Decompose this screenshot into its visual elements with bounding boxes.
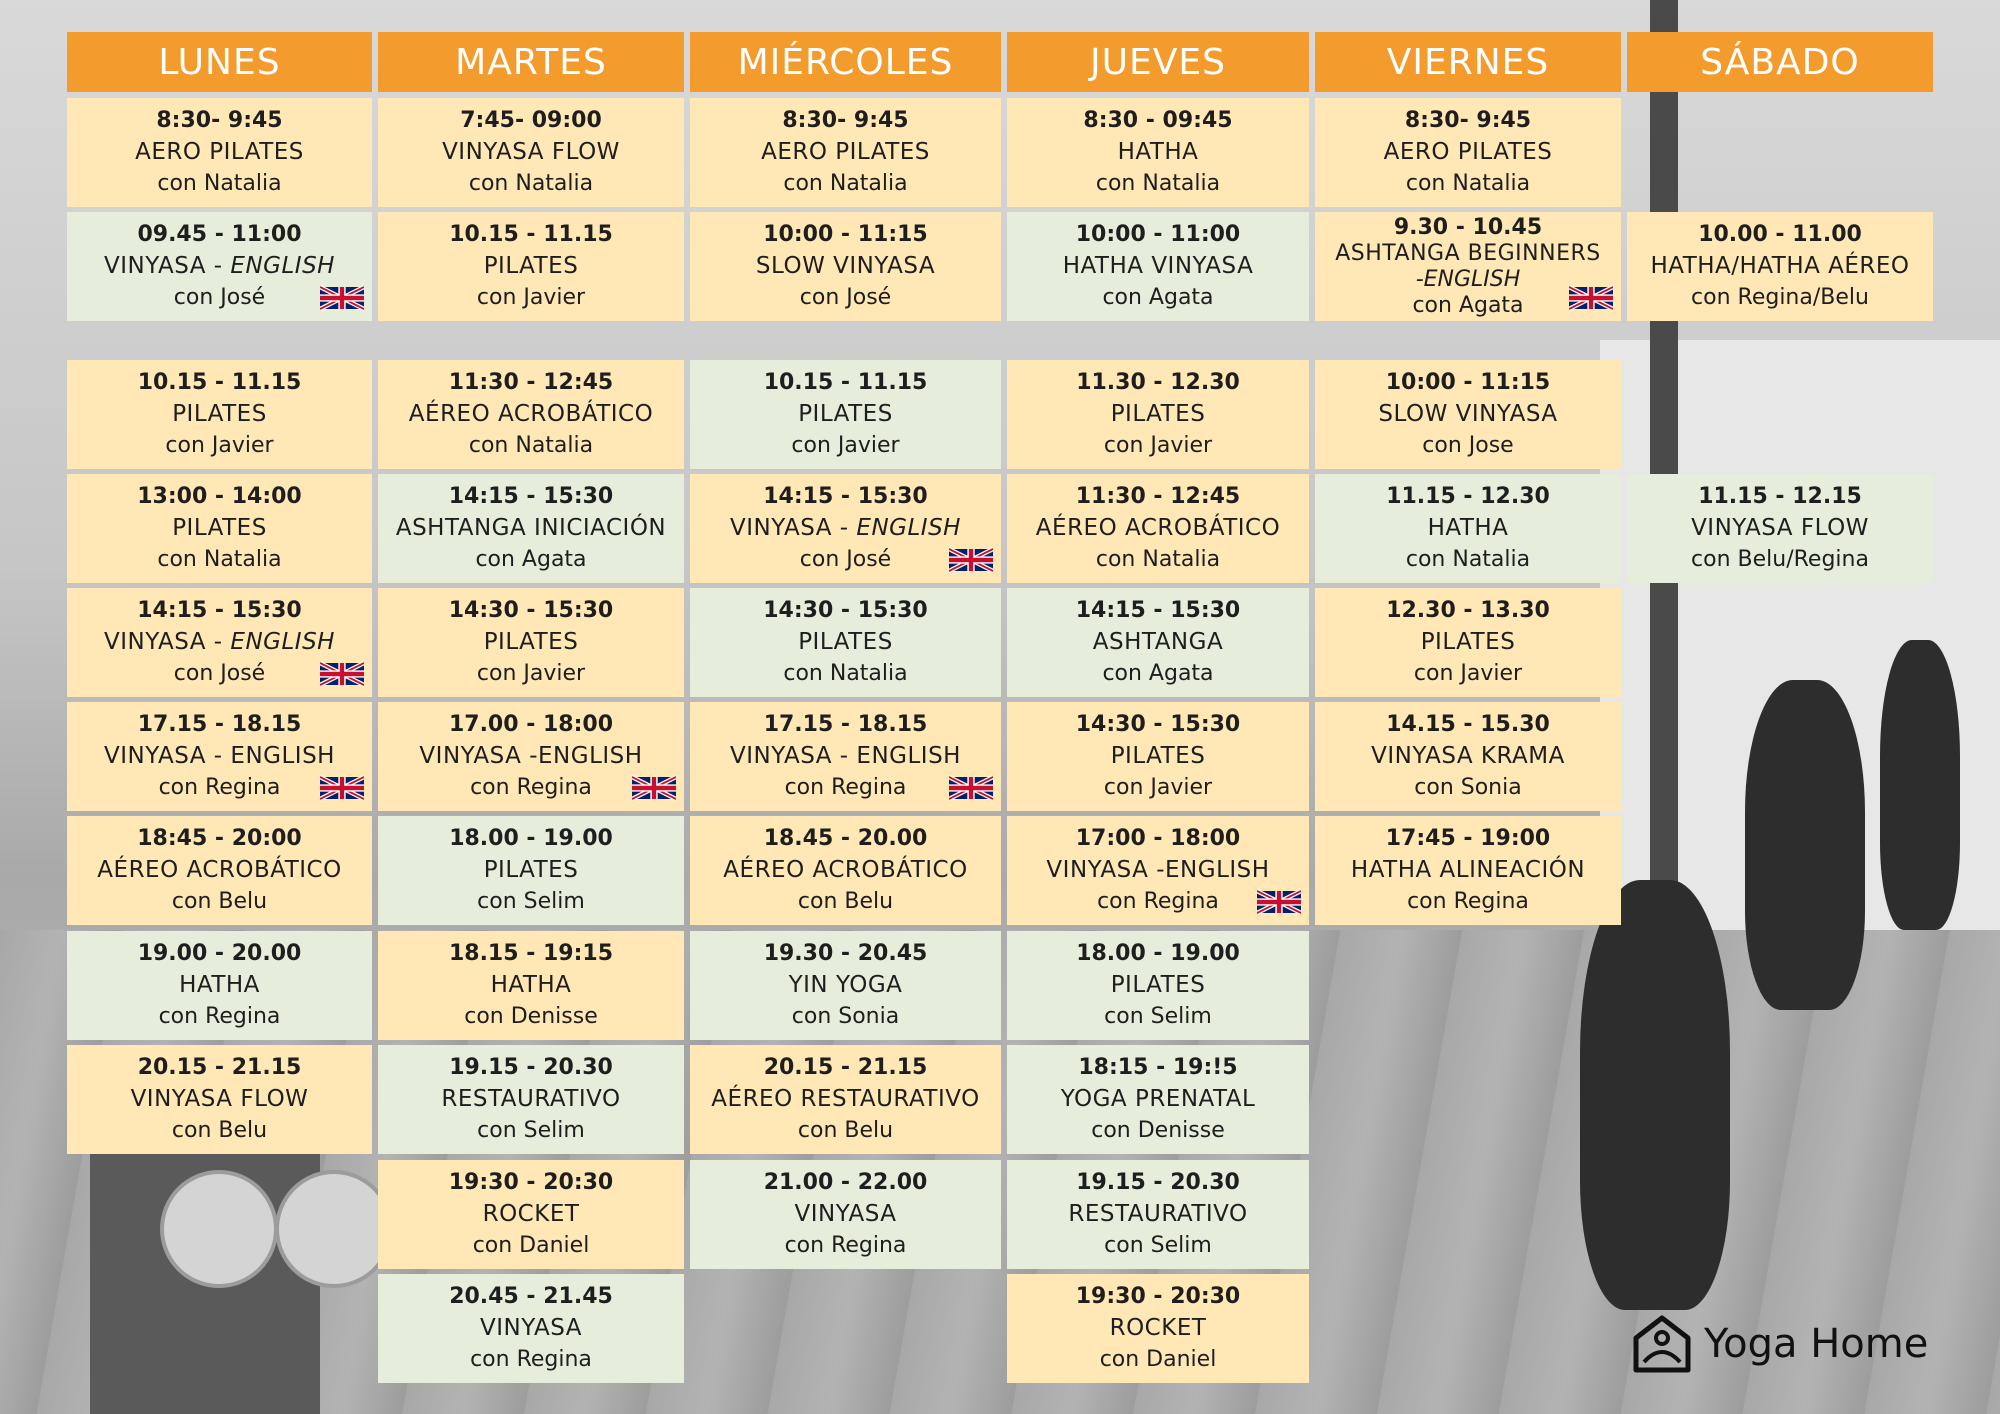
class-time: 11:30 - 12:45 [448,370,614,395]
class-slot [1627,474,1933,583]
class-name [795,1203,897,1226]
class-name-text: AÉREO ACROBÁTICO [1035,515,1281,541]
class-slot [378,474,684,583]
class-name [1378,403,1557,426]
class-name-text: AÉREO ACROBÁTICO [723,857,968,883]
class-instructor: con Jose [1422,433,1514,458]
class-instructor: con Natalia [1405,171,1531,196]
class-slot [378,212,684,321]
class-slot [378,816,684,925]
class-time: 10:00 - 11:00 [1075,222,1241,247]
class-slot [1007,360,1309,469]
class-time: 19:30 - 20:30 [1075,1284,1241,1309]
class-slot [1315,98,1621,207]
class-time: 10.00 - 11.00 [1698,222,1862,247]
class-instructor: con Selim [477,1118,585,1143]
class-time: 8:30- 9:45 [782,108,909,133]
class-slot [1007,1160,1309,1269]
class-slot [690,931,1001,1040]
class-name-text: HATHA [179,972,260,998]
class-name [1335,240,1601,266]
class-name [1111,745,1206,768]
background-cushion [160,1170,278,1288]
class-time: 17.15 - 18.15 [137,712,302,737]
class-name [798,403,893,426]
class-slot [1315,588,1621,697]
uk-flag-icon [320,775,364,801]
class-name-text: VINYASA KRAMA [1371,743,1565,769]
uk-flag-icon [632,775,676,801]
background-cushion [275,1170,393,1288]
class-slot [1007,816,1309,925]
class-time: 11:30 - 12:45 [1075,484,1241,509]
class-name [483,1203,580,1226]
class-name [484,255,579,278]
class-instructor: con Javier [1103,433,1213,458]
class-instructor: con Natalia [157,547,282,572]
class-time: 8:30- 9:45 [1404,108,1532,133]
class-instructor: con Javier [165,433,274,458]
class-name [1061,1088,1256,1111]
class-name [1691,517,1869,540]
lotus-house-icon [1630,1312,1694,1376]
class-instructor: con Regina [784,775,907,800]
uk-flag-icon [320,661,364,687]
class-time: 10.15 - 11.15 [137,370,302,395]
class-name-italic: ENGLISH [856,515,961,541]
class-time: 10:00 - 11:15 [1385,370,1551,395]
class-name [1384,141,1553,164]
class-time: 11.30 - 12.30 [1076,370,1240,395]
class-slot [378,360,684,469]
class-name [1421,631,1516,654]
class-instructor: con Natalia [1405,547,1531,572]
class-name-text: SLOW VINYASA [1378,401,1558,427]
class-instructor: con Daniel [472,1233,590,1258]
class-name-text: YOGA PRENATAL [1060,1086,1256,1112]
class-instructor: con Natalia [783,171,908,196]
class-instructor: con José [799,285,892,310]
class-name [1111,403,1206,426]
class-name [135,141,304,164]
class-name-text: VINYASA FLOW [130,1086,309,1112]
class-instructor: con José [173,661,266,686]
class-name [441,1088,620,1111]
class-name-text: ASHTANGA INICIACIÓN [395,515,667,541]
class-name-text: SLOW VINYASA [755,253,936,279]
class-name-text: PILATES [1110,401,1206,427]
class-slot [690,702,1001,811]
class-name-text: VINYASA -ENGLISH [419,743,643,769]
class-time: 20.45 - 21.45 [449,1284,613,1309]
class-instructor: con Regina [784,1233,907,1258]
class-time: 12.30 - 13.30 [1386,598,1550,623]
uk-flag-icon [1257,889,1301,915]
class-instructor: con Javier [476,661,586,686]
day-header: LUNES [67,32,372,92]
class-instructor: con Regina [1097,889,1219,914]
class-time: 18.45 - 20.00 [763,826,928,851]
class-name-text: ROCKET [1109,1315,1207,1341]
class-name-italic: ENGLISH [230,629,335,655]
class-name [756,255,935,278]
class-time: 10:00 - 11:15 [763,222,928,247]
class-slot [378,931,684,1040]
brand-name: Yoga Home [1704,1321,1929,1367]
class-instructor: con Agata [1102,661,1214,686]
class-instructor: con Regina [470,1347,592,1372]
class-name [1110,1317,1207,1340]
class-name-text: ROCKET [482,1201,580,1227]
class-instructor: con Natalia [783,661,908,686]
class-name-text: PILATES [483,629,579,655]
class-slot [1315,474,1621,583]
class-instructor: con Selim [1104,1004,1212,1029]
class-name-text: HATHA [1427,515,1509,541]
class-name [730,745,961,768]
class-instructor: con Javier [791,433,900,458]
class-name-text: VINYASA - ENGLISH [104,743,335,769]
class-instructor: con Regina [158,775,281,800]
class-name [179,974,260,997]
class-name-text: VINYASA - [104,629,231,655]
class-slot [690,98,1001,207]
class-time: 14:15 - 15:30 [448,484,614,509]
class-time: 17:45 - 19:00 [1385,826,1551,851]
class-slot [378,1160,684,1269]
background-hammock [1745,680,1865,1010]
class-name [1036,517,1280,540]
class-name-text: VINYASA - [730,515,857,541]
class-slot [1007,1045,1309,1154]
class-instructor: con Javier [1413,661,1523,686]
class-time: 18:15 - 19:!5 [1078,1055,1238,1080]
class-name-text: AERO PILATES [135,139,304,165]
class-slot [1315,702,1621,811]
class-slot [378,98,684,207]
class-name-text: AERO PILATES [1383,139,1553,165]
class-slot [1007,98,1309,207]
class-name [1093,631,1223,654]
class-instructor: con Agata [1102,285,1214,310]
class-time: 20.15 - 21.15 [137,1055,302,1080]
class-instructor: con Natalia [1095,547,1221,572]
class-instructor: con Regina [158,1004,281,1029]
class-slot [67,588,372,697]
class-slot [378,588,684,697]
class-time: 7:45- 09:00 [460,108,602,133]
class-name [789,974,903,997]
class-instructor: con Daniel [1099,1347,1217,1372]
class-slot [67,360,372,469]
class-name-text: PILATES [1110,743,1206,769]
class-time: 18.15 - 19:15 [448,941,614,966]
class-instructor: con Selim [1104,1233,1212,1258]
class-time: 8:30- 9:45 [156,108,283,133]
class-instructor: con Regina/Belu [1691,285,1869,310]
class-name-text: PILATES [798,401,893,427]
class-name [484,859,579,882]
class-time: 19.30 - 20.45 [763,941,928,966]
class-instructor: con Belu [797,1118,894,1143]
class-name-text: RESTAURATIVO [441,1086,621,1112]
class-slot [378,1274,684,1383]
class-slot [378,702,684,811]
class-name-text: HATHA ALINEACIÓN [1350,857,1586,883]
class-name [480,1317,582,1340]
class-slot [1007,588,1309,697]
class-instructor: con Agata [475,547,587,572]
class-name-text: PILATES [483,857,579,883]
class-instructor: con José [173,285,266,310]
class-slot [1315,816,1621,925]
class-time: 17:00 - 18:00 [1075,826,1241,851]
class-instructor: con Belu [171,889,268,914]
class-time: 11.15 - 12.15 [1698,484,1862,509]
uk-flag-icon [949,547,993,573]
class-slot [67,702,372,811]
class-time: 14:15 - 15:30 [763,484,928,509]
class-name [798,631,893,654]
class-slot [67,931,372,1040]
class-name-text: HATHA [1117,139,1199,165]
class-name [104,745,335,768]
class-name [1371,745,1565,768]
class-name-text: HATHA/HATHA AÉREO [1650,253,1910,279]
class-name [1118,141,1199,164]
class-instructor: con Natalia [157,171,282,196]
class-time: 18.00 - 19.00 [1076,941,1240,966]
day-header: SÁBADO [1627,32,1933,92]
class-slot [67,474,372,583]
class-name [104,631,335,654]
class-name [1063,255,1254,278]
class-name-text: PILATES [172,401,267,427]
class-time: 14.15 - 15.30 [1386,712,1550,737]
class-time: 14:30 - 15:30 [763,598,928,623]
class-time: 11.15 - 12.30 [1386,484,1550,509]
day-header: JUEVES [1007,32,1309,92]
class-slot [690,588,1001,697]
uk-flag-icon [949,775,993,801]
class-name-text: HATHA [490,972,572,998]
class-instructor: con Sonia [791,1004,900,1029]
class-name [1046,859,1269,882]
class-slot [1315,360,1621,469]
class-time: 20.15 - 21.15 [763,1055,928,1080]
class-time: 14:15 - 15:30 [1075,598,1241,623]
class-name-line2: -ENGLISH [1415,266,1521,292]
class-instructor: con Regina [470,775,592,800]
class-slot [1007,474,1309,583]
class-name [1068,1203,1247,1226]
class-name [172,517,267,540]
class-instructor: con Belu [797,889,894,914]
class-time: 14:15 - 15:30 [137,598,302,623]
class-slot [1007,931,1309,1040]
class-time: 21.00 - 22.00 [763,1170,928,1195]
class-name [761,141,930,164]
class-instructor: con Selim [477,889,585,914]
class-name [491,974,572,997]
class-name [131,1088,309,1111]
class-name-text: ASHTANGA [1092,629,1224,655]
class-slot [1007,702,1309,811]
class-name [172,403,267,426]
class-instructor: con Belu [171,1118,268,1143]
class-slot [1315,212,1621,321]
class-time: 14:30 - 15:30 [1075,712,1241,737]
class-instructor: con Natalia [1095,171,1221,196]
class-name [1650,255,1909,278]
class-name [1428,517,1509,540]
class-instructor: con Denisse [1091,1118,1225,1143]
class-slot [1627,212,1933,321]
class-name-text: PILATES [483,253,579,279]
class-instructor: con Regina [1407,889,1529,914]
class-slot [1007,1274,1309,1383]
day-header: MIÉRCOLES [690,32,1001,92]
class-time: 17.15 - 18.15 [763,712,928,737]
class-name [97,859,341,882]
class-name [1351,859,1585,882]
class-name-text: VINYASA [480,1315,582,1341]
class-name-text: HATHA VINYASA [1062,253,1254,279]
class-slot [67,1045,372,1154]
uk-flag-icon [320,285,364,311]
class-name [442,141,620,164]
class-name-text: AÉREO RESTAURATIVO [711,1086,980,1112]
class-time: 17.00 - 18:00 [448,712,614,737]
class-instructor: con Denisse [464,1004,598,1029]
class-name-text: VINYASA - [104,253,231,279]
class-slot [67,98,372,207]
class-instructor: con José [799,547,892,572]
day-header: MARTES [378,32,684,92]
class-time: 18:45 - 20:00 [137,826,302,851]
class-instructor: con Natalia [468,171,594,196]
class-slot [67,816,372,925]
class-time: 19:30 - 20:30 [448,1170,614,1195]
class-slot [690,1160,1001,1269]
background-hammock [1580,880,1730,1310]
class-name-text: PILATES [1420,629,1516,655]
class-name [409,403,653,426]
class-name-text: YIN YOGA [788,972,903,998]
class-slot [690,474,1001,583]
class-name [730,517,961,540]
yoga-home-logo [1630,1312,1928,1376]
background-hammock [1880,640,1960,930]
class-name-text: AÉREO ACROBÁTICO [408,401,654,427]
class-time: 13:00 - 14:00 [137,484,302,509]
class-name [1111,974,1206,997]
class-name-italic: ENGLISH [230,253,335,279]
class-time: 18.00 - 19.00 [449,826,613,851]
class-name-text: PILATES [172,515,267,541]
class-time: 14:30 - 15:30 [448,598,614,623]
class-time: 9.30 - 10.45 [1393,214,1543,240]
class-name [419,745,642,768]
class-name [711,1088,979,1111]
class-slot [690,212,1001,321]
class-instructor: con Javier [476,285,586,310]
day-header: VIERNES [1315,32,1621,92]
class-name-text: PILATES [1110,972,1206,998]
class-time: 10.15 - 11.15 [449,222,613,247]
class-time: 19.00 - 20.00 [137,941,302,966]
uk-flag-icon [1569,285,1613,311]
class-instructor: con Agata [1412,292,1524,318]
class-slot [690,360,1001,469]
class-name-text: VINYASA - ENGLISH [730,743,961,769]
class-instructor: con Belu/Regina [1691,547,1869,572]
class-name-text: VINYASA FLOW [1691,515,1869,541]
class-time: 10.15 - 11.15 [763,370,928,395]
class-instructor: con Sonia [1414,775,1522,800]
class-name-text: AERO PILATES [761,139,930,165]
class-name [396,517,666,540]
class-name-text: RESTAURATIVO [1068,1201,1248,1227]
class-slot [378,1045,684,1154]
class-name [104,255,335,278]
class-name-text: AÉREO ACROBÁTICO [97,857,342,883]
class-slot [690,816,1001,925]
class-time: 09.45 - 11:00 [137,222,302,247]
class-time: 19.15 - 20.30 [449,1055,613,1080]
class-name [723,859,967,882]
class-name-text: VINYASA [794,1201,897,1227]
class-time: 19.15 - 20.30 [1076,1170,1240,1195]
class-slot [690,1045,1001,1154]
class-name-text: VINYASA -ENGLISH [1046,857,1270,883]
class-name-text: ASHTANGA BEGINNERS [1335,240,1601,266]
class-instructor: con Javier [1103,775,1213,800]
class-name-text: PILATES [798,629,893,655]
class-time: 8:30 - 09:45 [1083,108,1233,133]
class-instructor: con Natalia [468,433,594,458]
class-name-text: VINYASA FLOW [442,139,620,165]
class-slot [67,212,372,321]
class-slot [1007,212,1309,321]
class-name [484,631,579,654]
